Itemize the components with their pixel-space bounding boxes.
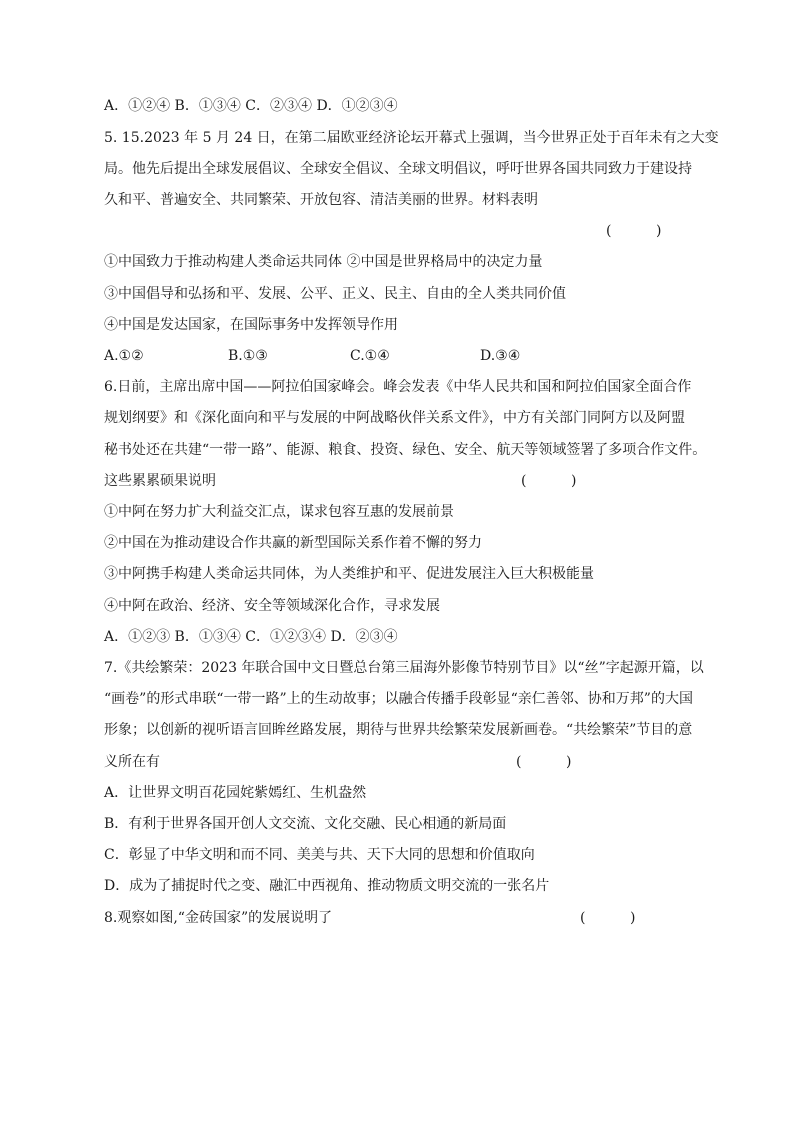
q6-item-2: ②中国在为推动建设合作共赢的新型国际关系作着不懈的努力 [104, 535, 482, 551]
q6-item-1: ①中阿在努力扩大利益交汇点，谋求包容互惠的发展前景 [104, 504, 454, 520]
q5-option-c: C.①④ [350, 348, 390, 364]
q5-answer-paren: ( ) [606, 223, 662, 239]
q6-stem-line-3: 秘书处还在共建“一带一路”、能源、粮食、投资、绿色、安全、航天等领域签署了多项合作文件。 [104, 442, 707, 458]
q6-answer-paren: ( ) [521, 473, 577, 489]
q5-option-a: A.①② [104, 348, 144, 364]
q7-choice-a: A．让世界文明百花园姹紫嫣红、生机盎然 [104, 785, 367, 801]
q5-stem-line-3: 久和平、普遍安全、共同繁荣、开放包容、清洁美丽的世界。材料表明 [104, 192, 538, 208]
q7-answer-paren: ( ) [516, 754, 572, 770]
q7-stem-line-2: “画卷”的形式串联“一带一路”上的生动故事；以融合传播手段彰显“亲仁善邻、协和万邦”的大国 [104, 691, 693, 707]
q5-item-1-2: ①中国致力于推动构建人类命运共同体 ②中国是世界格局中的决定力量 [104, 254, 543, 270]
q4-options: A．①②④ B．①③④ C．②③④ D．①②③④ [104, 98, 398, 114]
q5-stem-line-2: 局。他先后提出全球发展倡议、全球安全倡议、全球文明倡议，呼吁世界各国共同致力于建设持 [104, 161, 692, 177]
q5-stem-line-1: 5. 15.2023 年 5 月 24 日，在第二届欧亚经济论坛开幕式上强调，当今世界正处于百年未有之大变 [104, 130, 719, 146]
q7-choice-c: C．彰显了中华文明和而不同、美美与共、天下大同的思想和价值取向 [104, 847, 535, 863]
q6-options: A．①②③ B．①③④ C．①②③④ D．②③④ [104, 629, 398, 645]
q6-stem-line-1: 6.日前，主席出席中国——阿拉伯国家峰会。峰会发表《中华人民共和国和阿拉伯国家全面合作 [104, 379, 692, 395]
q5-option-b: B.①③ [228, 348, 268, 364]
q8-answer-paren: ( ) [580, 910, 636, 926]
q7-stem-line-1: 7.《共绘繁荣：2023 年联合国中文日暨总台第三届海外影像节特别节目》以“丝”字起源开篇，以 [104, 660, 704, 676]
q6-stem-line-4: 这些累累硕果说明 [104, 473, 216, 489]
q8-stem: 8.观察如图,“金砖国家”的发展说明了 [104, 910, 333, 926]
q7-choice-d: D．成为了捕捉时代之变、融汇中西视角、推动物质文明交流的一张名片 [104, 878, 550, 894]
q5-item-3: ③中国倡导和弘扬和平、发展、公平、正义、民主、自由的全人类共同价值 [104, 286, 566, 302]
q6-stem-line-2: 规划纲要》和《深化面向和平与发展的中阿战略伙伴关系文件》，中方有关部门同阿方以及阿盟 [104, 410, 685, 426]
q5-option-d: D.③④ [480, 348, 521, 364]
q7-stem-line-4: 义所在有 [104, 754, 160, 770]
q6-item-4: ④中阿在政治、经济、安全等领域深化合作，寻求发展 [104, 598, 440, 614]
q7-choice-b: B．有利于世界各国开创人文交流、文化交融、民心相通的新局面 [104, 816, 507, 832]
q5-item-4: ④中国是发达国家，在国际事务中发挥领导作用 [104, 317, 398, 333]
q6-item-3: ③中阿携手构建人类命运共同体，为人类维护和平、促进发展注入巨大积极能量 [104, 566, 594, 582]
q7-stem-line-3: 形象；以创新的视听语言回眸丝路发展，期待与世界共绘繁荣发展新画卷。“共绘繁荣”节目的意 [104, 722, 693, 738]
